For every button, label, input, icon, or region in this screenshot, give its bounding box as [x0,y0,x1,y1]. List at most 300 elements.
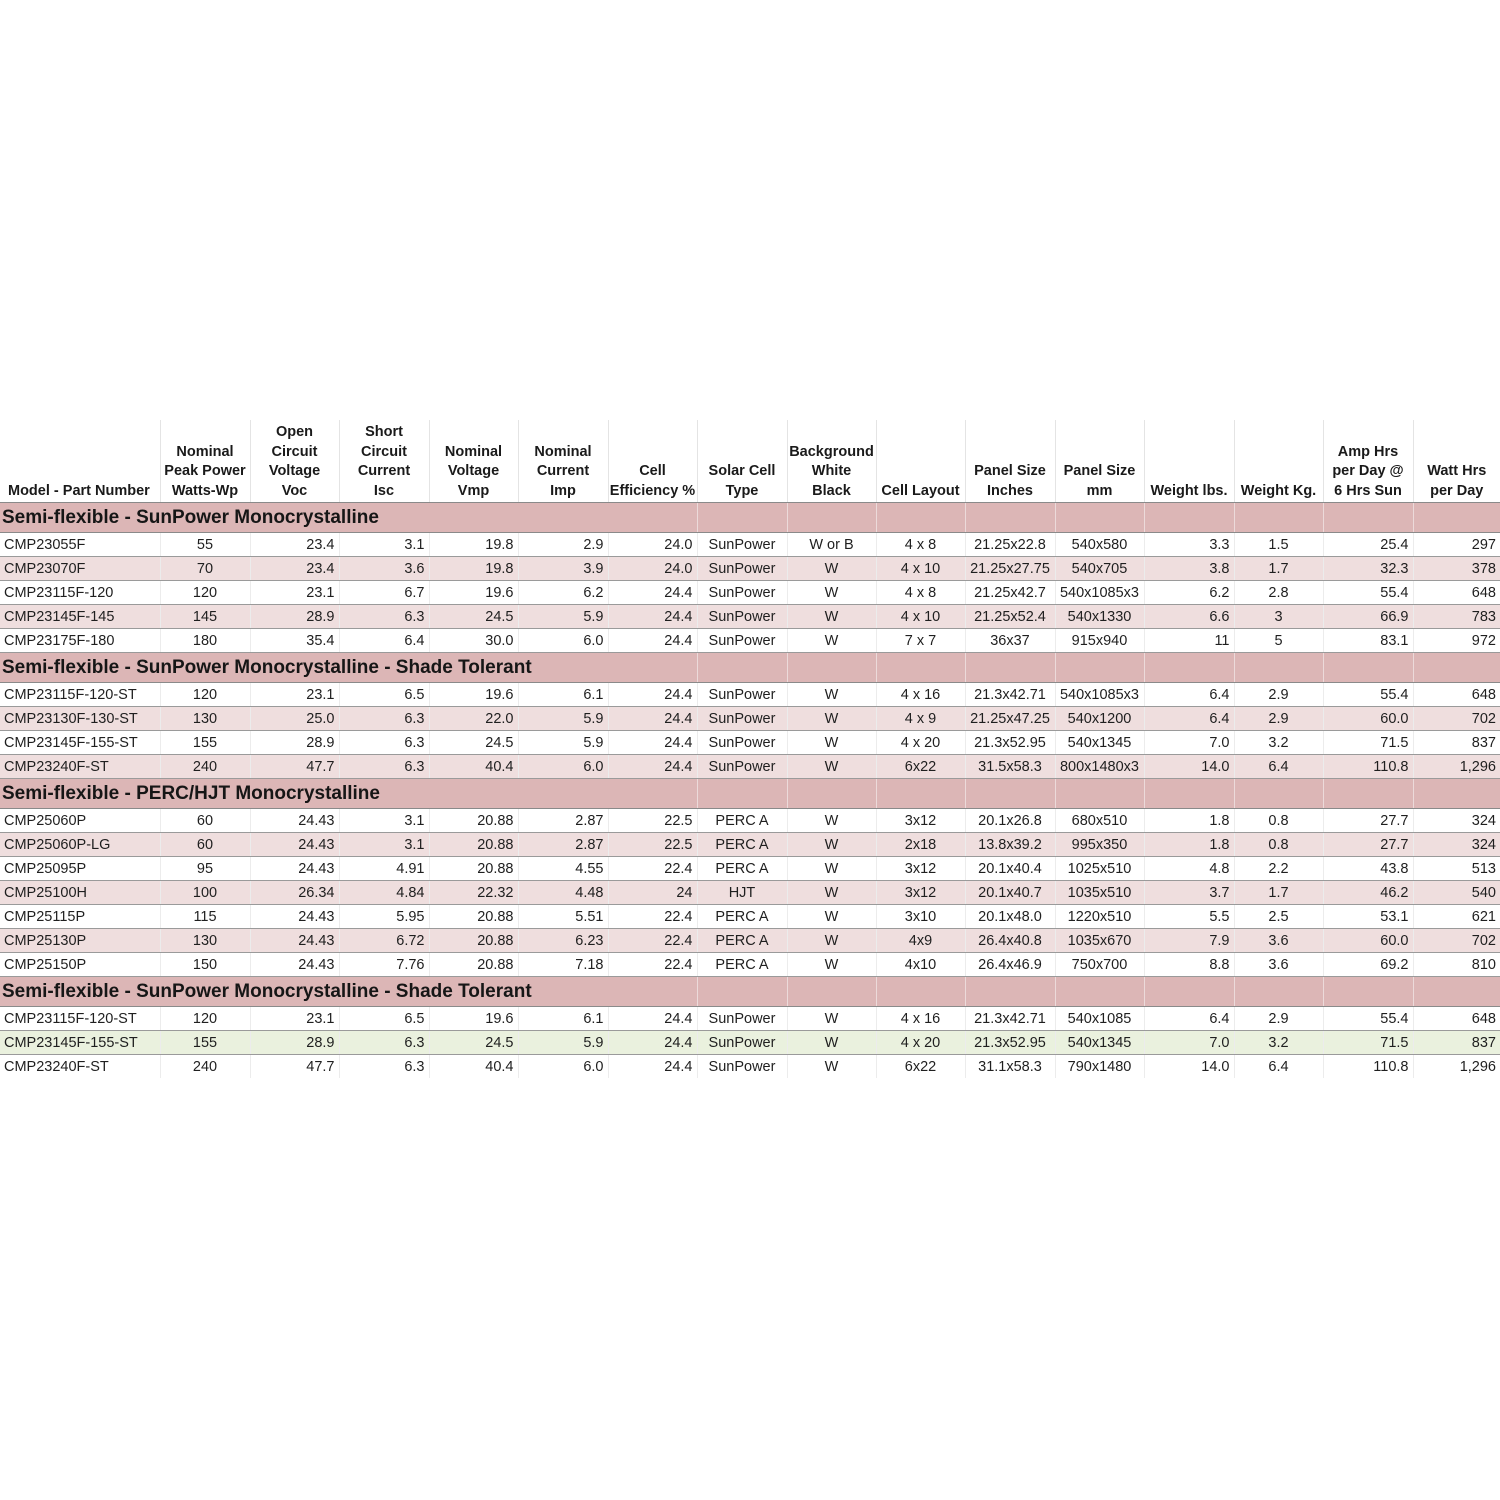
cell-vmp[interactable]: 40.4 [429,1055,518,1079]
cell-watt-hrs[interactable]: 837 [1413,1031,1500,1055]
cell-amp-hrs[interactable]: 55.4 [1323,581,1413,605]
cell-efficiency[interactable]: 24.4 [608,731,697,755]
cell-amp-hrs[interactable]: 55.4 [1323,1007,1413,1031]
cell-size-mm[interactable]: 540x1345 [1055,1031,1144,1055]
cell-model[interactable]: CMP25060P [0,809,160,833]
cell-model[interactable]: CMP23115F-120-ST [0,1007,160,1031]
cell-isc[interactable]: 6.4 [339,629,429,653]
cell-size-mm[interactable]: 540x1085 [1055,1007,1144,1031]
cell-vmp[interactable]: 30.0 [429,629,518,653]
section-band-cell[interactable] [608,977,697,1007]
cell-background[interactable]: W [787,605,876,629]
cell-cell-type[interactable]: SunPower [697,629,787,653]
section-band-cell[interactable] [608,779,697,809]
cell-imp[interactable]: 2.9 [518,533,608,557]
cell-watt-hrs[interactable]: 378 [1413,557,1500,581]
cell-cell-layout[interactable]: 3x12 [876,857,965,881]
cell-efficiency[interactable]: 22.4 [608,905,697,929]
cell-weight-lbs[interactable]: 4.8 [1144,857,1234,881]
cell-weight-kg[interactable]: 5 [1234,629,1323,653]
cell-background[interactable]: W [787,857,876,881]
cell-imp[interactable]: 5.9 [518,707,608,731]
cell-weight-kg[interactable]: 2.9 [1234,1007,1323,1031]
cell-amp-hrs[interactable]: 32.3 [1323,557,1413,581]
cell-amp-hrs[interactable]: 43.8 [1323,857,1413,881]
cell-amp-hrs[interactable]: 69.2 [1323,953,1413,977]
cell-weight-kg[interactable]: 1.7 [1234,881,1323,905]
cell-model[interactable]: CMP23145F-145 [0,605,160,629]
cell-voc[interactable]: 24.43 [250,953,339,977]
section-band-cell[interactable] [1413,779,1500,809]
column-header-cell-layout[interactable]: Cell Layout [876,420,965,503]
cell-cell-type[interactable]: PERC A [697,905,787,929]
cell-amp-hrs[interactable]: 27.7 [1323,833,1413,857]
section-title[interactable]: Semi-flexible - SunPower Monocrystalline - Shade Tolerant [0,653,608,683]
cell-background[interactable]: W [787,1007,876,1031]
cell-weight-kg[interactable]: 2.8 [1234,581,1323,605]
cell-imp[interactable]: 6.2 [518,581,608,605]
cell-vmp[interactable]: 20.88 [429,953,518,977]
cell-imp[interactable]: 6.23 [518,929,608,953]
column-header-imp[interactable]: Nominal Current Imp [518,420,608,503]
cell-size-mm[interactable]: 540x1085x3 [1055,581,1144,605]
cell-peak-power[interactable]: 155 [160,731,250,755]
cell-background[interactable]: W [787,707,876,731]
cell-weight-lbs[interactable]: 14.0 [1144,1055,1234,1079]
cell-voc[interactable]: 47.7 [250,755,339,779]
cell-size-mm[interactable]: 540x1085x3 [1055,683,1144,707]
column-header-size-mm[interactable]: Panel Size mm [1055,420,1144,503]
cell-efficiency[interactable]: 24.4 [608,707,697,731]
cell-peak-power[interactable]: 240 [160,1055,250,1079]
cell-cell-type[interactable]: PERC A [697,833,787,857]
cell-size-inches[interactable]: 21.25x22.8 [965,533,1055,557]
cell-background[interactable]: W [787,683,876,707]
cell-amp-hrs[interactable]: 66.9 [1323,605,1413,629]
cell-size-mm[interactable]: 995x350 [1055,833,1144,857]
cell-weight-lbs[interactable]: 6.2 [1144,581,1234,605]
cell-size-mm[interactable]: 750x700 [1055,953,1144,977]
section-band-cell[interactable] [965,977,1055,1007]
cell-amp-hrs[interactable]: 27.7 [1323,809,1413,833]
cell-cell-layout[interactable]: 3x10 [876,905,965,929]
cell-imp[interactable]: 5.9 [518,1031,608,1055]
cell-voc[interactable]: 47.7 [250,1055,339,1079]
cell-size-inches[interactable]: 31.1x58.3 [965,1055,1055,1079]
cell-model[interactable]: CMP23175F-180 [0,629,160,653]
cell-imp[interactable]: 5.9 [518,731,608,755]
cell-weight-lbs[interactable]: 3.3 [1144,533,1234,557]
cell-amp-hrs[interactable]: 71.5 [1323,731,1413,755]
cell-vmp[interactable]: 20.88 [429,857,518,881]
cell-size-inches[interactable]: 20.1x40.4 [965,857,1055,881]
section-band-cell[interactable] [1055,977,1144,1007]
cell-weight-kg[interactable]: 0.8 [1234,833,1323,857]
cell-amp-hrs[interactable]: 83.1 [1323,629,1413,653]
cell-cell-type[interactable]: SunPower [697,731,787,755]
cell-size-inches[interactable]: 21.25x42.7 [965,581,1055,605]
cell-isc[interactable]: 3.1 [339,833,429,857]
section-band-cell[interactable] [1234,977,1323,1007]
section-band-cell[interactable] [1323,779,1413,809]
cell-efficiency[interactable]: 24.4 [608,1031,697,1055]
cell-amp-hrs[interactable]: 110.8 [1323,1055,1413,1079]
cell-cell-type[interactable]: PERC A [697,857,787,881]
cell-cell-type[interactable]: PERC A [697,929,787,953]
cell-model[interactable]: CMP25095P [0,857,160,881]
cell-vmp[interactable]: 19.6 [429,581,518,605]
cell-size-mm[interactable]: 540x580 [1055,533,1144,557]
cell-isc[interactable]: 6.72 [339,929,429,953]
cell-isc[interactable]: 3.1 [339,809,429,833]
cell-vmp[interactable]: 19.8 [429,533,518,557]
cell-isc[interactable]: 6.3 [339,605,429,629]
cell-imp[interactable]: 2.87 [518,833,608,857]
cell-weight-kg[interactable]: 1.5 [1234,533,1323,557]
cell-watt-hrs[interactable]: 1,296 [1413,1055,1500,1079]
cell-amp-hrs[interactable]: 60.0 [1323,929,1413,953]
cell-background[interactable]: W [787,833,876,857]
cell-weight-lbs[interactable]: 1.8 [1144,809,1234,833]
cell-size-mm[interactable]: 540x1330 [1055,605,1144,629]
cell-watt-hrs[interactable]: 810 [1413,953,1500,977]
cell-voc[interactable]: 24.43 [250,929,339,953]
cell-size-inches[interactable]: 21.3x52.95 [965,1031,1055,1055]
section-band-cell[interactable] [608,653,697,683]
section-band-cell[interactable] [876,653,965,683]
cell-size-inches[interactable]: 21.25x47.25 [965,707,1055,731]
cell-watt-hrs[interactable]: 324 [1413,809,1500,833]
cell-weight-lbs[interactable]: 6.6 [1144,605,1234,629]
cell-peak-power[interactable]: 120 [160,1007,250,1031]
section-band-cell[interactable] [697,503,787,533]
cell-imp[interactable]: 2.87 [518,809,608,833]
section-band-cell[interactable] [1413,503,1500,533]
cell-vmp[interactable]: 40.4 [429,755,518,779]
section-band-cell[interactable] [787,779,876,809]
cell-size-inches[interactable]: 20.1x40.7 [965,881,1055,905]
cell-weight-lbs[interactable]: 5.5 [1144,905,1234,929]
section-band-cell[interactable] [1144,977,1234,1007]
cell-voc[interactable]: 23.1 [250,1007,339,1031]
cell-voc[interactable]: 23.4 [250,557,339,581]
cell-size-inches[interactable]: 21.25x27.75 [965,557,1055,581]
cell-cell-layout[interactable]: 4 x 20 [876,1031,965,1055]
cell-peak-power[interactable]: 150 [160,953,250,977]
cell-weight-kg[interactable]: 2.5 [1234,905,1323,929]
cell-cell-type[interactable]: SunPower [697,581,787,605]
cell-cell-type[interactable]: SunPower [697,707,787,731]
cell-imp[interactable]: 6.1 [518,1007,608,1031]
cell-weight-kg[interactable]: 1.7 [1234,557,1323,581]
cell-cell-layout[interactable]: 3x12 [876,809,965,833]
cell-isc[interactable]: 6.3 [339,755,429,779]
cell-weight-lbs[interactable]: 7.0 [1144,731,1234,755]
section-title[interactable]: Semi-flexible - PERC/HJT Monocrystalline [0,779,608,809]
column-header-cell-type[interactable]: Solar Cell Type [697,420,787,503]
cell-cell-type[interactable]: SunPower [697,605,787,629]
cell-voc[interactable]: 23.4 [250,533,339,557]
cell-weight-kg[interactable]: 0.8 [1234,809,1323,833]
cell-efficiency[interactable]: 24.4 [608,581,697,605]
cell-imp[interactable]: 5.9 [518,605,608,629]
cell-cell-layout[interactable]: 4 x 10 [876,557,965,581]
cell-isc[interactable]: 6.5 [339,683,429,707]
cell-isc[interactable]: 4.91 [339,857,429,881]
cell-size-inches[interactable]: 20.1x26.8 [965,809,1055,833]
cell-model[interactable]: CMP23070F [0,557,160,581]
cell-background[interactable]: W [787,581,876,605]
cell-amp-hrs[interactable]: 53.1 [1323,905,1413,929]
cell-watt-hrs[interactable]: 972 [1413,629,1500,653]
cell-cell-layout[interactable]: 2x18 [876,833,965,857]
cell-voc[interactable]: 23.1 [250,683,339,707]
cell-model[interactable]: CMP25115P [0,905,160,929]
cell-vmp[interactable]: 20.88 [429,929,518,953]
cell-voc[interactable]: 35.4 [250,629,339,653]
cell-background[interactable]: W or B [787,533,876,557]
cell-efficiency[interactable]: 22.4 [608,929,697,953]
cell-weight-kg[interactable]: 2.9 [1234,707,1323,731]
cell-isc[interactable]: 6.3 [339,731,429,755]
cell-watt-hrs[interactable]: 540 [1413,881,1500,905]
section-band-cell[interactable] [697,977,787,1007]
cell-cell-type[interactable]: SunPower [697,1055,787,1079]
section-band-cell[interactable] [965,779,1055,809]
cell-peak-power[interactable]: 145 [160,605,250,629]
cell-efficiency[interactable]: 24.4 [608,629,697,653]
cell-background[interactable]: W [787,929,876,953]
cell-background[interactable]: W [787,1055,876,1079]
column-header-size-inches[interactable]: Panel Size Inches [965,420,1055,503]
section-band-cell[interactable] [787,977,876,1007]
cell-efficiency[interactable]: 22.4 [608,857,697,881]
cell-background[interactable]: W [787,1031,876,1055]
cell-imp[interactable]: 3.9 [518,557,608,581]
cell-watt-hrs[interactable]: 648 [1413,581,1500,605]
section-band-cell[interactable] [876,779,965,809]
cell-cell-type[interactable]: SunPower [697,557,787,581]
cell-isc[interactable]: 6.3 [339,1055,429,1079]
cell-peak-power[interactable]: 120 [160,581,250,605]
cell-efficiency[interactable]: 24.0 [608,533,697,557]
cell-imp[interactable]: 4.55 [518,857,608,881]
cell-isc[interactable]: 3.1 [339,533,429,557]
column-header-amp-hrs[interactable]: Amp Hrs per Day @ 6 Hrs Sun [1323,420,1413,503]
cell-voc[interactable]: 23.1 [250,581,339,605]
section-band-cell[interactable] [965,503,1055,533]
cell-size-inches[interactable]: 21.3x52.95 [965,731,1055,755]
cell-vmp[interactable]: 20.88 [429,809,518,833]
section-title[interactable]: Semi-flexible - SunPower Monocrystalline - Shade Tolerant [0,977,608,1007]
cell-size-inches[interactable]: 31.5x58.3 [965,755,1055,779]
cell-background[interactable]: W [787,755,876,779]
cell-model[interactable]: CMP25130P [0,929,160,953]
cell-watt-hrs[interactable]: 648 [1413,683,1500,707]
section-band-cell[interactable] [1234,503,1323,533]
cell-amp-hrs[interactable]: 25.4 [1323,533,1413,557]
cell-weight-kg[interactable]: 3.2 [1234,731,1323,755]
cell-amp-hrs[interactable]: 71.5 [1323,1031,1413,1055]
cell-vmp[interactable]: 19.6 [429,683,518,707]
cell-weight-lbs[interactable]: 14.0 [1144,755,1234,779]
cell-weight-kg[interactable]: 3 [1234,605,1323,629]
cell-efficiency[interactable]: 24 [608,881,697,905]
cell-weight-kg[interactable]: 2.2 [1234,857,1323,881]
cell-weight-kg[interactable]: 3.2 [1234,1031,1323,1055]
cell-model[interactable]: CMP25060P-LG [0,833,160,857]
cell-efficiency[interactable]: 22.4 [608,953,697,977]
cell-model[interactable]: CMP23115F-120-ST [0,683,160,707]
cell-imp[interactable]: 4.48 [518,881,608,905]
cell-isc[interactable]: 3.6 [339,557,429,581]
cell-weight-lbs[interactable]: 6.4 [1144,1007,1234,1031]
cell-vmp[interactable]: 22.32 [429,881,518,905]
cell-weight-kg[interactable]: 6.4 [1234,1055,1323,1079]
section-title[interactable]: Semi-flexible - SunPower Monocrystalline [0,503,608,533]
cell-cell-layout[interactable]: 4 x 8 [876,581,965,605]
cell-weight-lbs[interactable]: 3.8 [1144,557,1234,581]
cell-vmp[interactable]: 22.0 [429,707,518,731]
cell-peak-power[interactable]: 180 [160,629,250,653]
section-band-cell[interactable] [1323,503,1413,533]
cell-isc[interactable]: 4.84 [339,881,429,905]
section-band-cell[interactable] [1055,503,1144,533]
cell-peak-power[interactable]: 100 [160,881,250,905]
cell-watt-hrs[interactable]: 513 [1413,857,1500,881]
section-band-cell[interactable] [697,653,787,683]
cell-weight-lbs[interactable]: 7.0 [1144,1031,1234,1055]
cell-imp[interactable]: 7.18 [518,953,608,977]
section-band-cell[interactable] [1413,653,1500,683]
column-header-background[interactable]: Background White Black [787,420,876,503]
cell-vmp[interactable]: 24.5 [429,731,518,755]
cell-vmp[interactable]: 20.88 [429,833,518,857]
cell-model[interactable]: CMP23240F-ST [0,755,160,779]
cell-amp-hrs[interactable]: 110.8 [1323,755,1413,779]
cell-model[interactable]: CMP23130F-130-ST [0,707,160,731]
cell-size-mm[interactable]: 790x1480 [1055,1055,1144,1079]
cell-peak-power[interactable]: 240 [160,755,250,779]
cell-size-inches[interactable]: 36x37 [965,629,1055,653]
cell-size-inches[interactable]: 21.3x42.71 [965,683,1055,707]
cell-vmp[interactable]: 19.8 [429,557,518,581]
section-band-cell[interactable] [608,503,697,533]
cell-amp-hrs[interactable]: 46.2 [1323,881,1413,905]
cell-peak-power[interactable]: 60 [160,833,250,857]
cell-cell-type[interactable]: PERC A [697,809,787,833]
cell-size-mm[interactable]: 1035x510 [1055,881,1144,905]
cell-size-mm[interactable]: 540x1200 [1055,707,1144,731]
cell-size-mm[interactable]: 540x705 [1055,557,1144,581]
cell-isc[interactable]: 6.5 [339,1007,429,1031]
cell-voc[interactable]: 25.0 [250,707,339,731]
section-band-cell[interactable] [1323,653,1413,683]
cell-model[interactable]: CMP23240F-ST [0,1055,160,1079]
cell-imp[interactable]: 6.1 [518,683,608,707]
cell-background[interactable]: W [787,809,876,833]
cell-voc[interactable]: 24.43 [250,905,339,929]
cell-efficiency[interactable]: 24.4 [608,605,697,629]
cell-peak-power[interactable]: 155 [160,1031,250,1055]
cell-size-mm[interactable]: 1035x670 [1055,929,1144,953]
cell-vmp[interactable]: 20.88 [429,905,518,929]
column-header-efficiency[interactable]: Cell Efficiency % [608,420,697,503]
column-header-model[interactable]: Model - Part Number [0,420,160,503]
section-band-cell[interactable] [1055,653,1144,683]
cell-background[interactable]: W [787,905,876,929]
cell-weight-kg[interactable]: 3.6 [1234,953,1323,977]
cell-cell-layout[interactable]: 7 x 7 [876,629,965,653]
cell-voc[interactable]: 26.34 [250,881,339,905]
cell-cell-layout[interactable]: 4 x 20 [876,731,965,755]
cell-peak-power[interactable]: 55 [160,533,250,557]
cell-weight-lbs[interactable]: 6.4 [1144,683,1234,707]
cell-voc[interactable]: 24.43 [250,857,339,881]
cell-watt-hrs[interactable]: 324 [1413,833,1500,857]
cell-peak-power[interactable]: 120 [160,683,250,707]
cell-size-inches[interactable]: 13.8x39.2 [965,833,1055,857]
column-header-isc[interactable]: Short Circuit Current Isc [339,420,429,503]
column-header-voc[interactable]: Open Circuit Voltage Voc [250,420,339,503]
cell-size-inches[interactable]: 26.4x46.9 [965,953,1055,977]
column-header-watt-hrs[interactable]: Watt Hrs per Day [1413,420,1500,503]
section-band-cell[interactable] [1144,779,1234,809]
cell-background[interactable]: W [787,881,876,905]
cell-cell-type[interactable]: PERC A [697,953,787,977]
cell-weight-kg[interactable]: 2.9 [1234,683,1323,707]
cell-weight-lbs[interactable]: 7.9 [1144,929,1234,953]
cell-cell-layout[interactable]: 4 x 16 [876,1007,965,1031]
cell-cell-layout[interactable]: 6x22 [876,755,965,779]
cell-cell-layout[interactable]: 4 x 9 [876,707,965,731]
cell-size-mm[interactable]: 680x510 [1055,809,1144,833]
cell-vmp[interactable]: 24.5 [429,1031,518,1055]
section-band-cell[interactable] [876,977,965,1007]
cell-vmp[interactable]: 24.5 [429,605,518,629]
cell-imp[interactable]: 6.0 [518,755,608,779]
cell-peak-power[interactable]: 130 [160,707,250,731]
cell-background[interactable]: W [787,953,876,977]
section-band-cell[interactable] [965,653,1055,683]
cell-imp[interactable]: 6.0 [518,629,608,653]
cell-cell-type[interactable]: SunPower [697,533,787,557]
cell-size-inches[interactable]: 21.3x42.71 [965,1007,1055,1031]
section-band-cell[interactable] [1144,503,1234,533]
section-band-cell[interactable] [1234,779,1323,809]
cell-model[interactable]: CMP23145F-155-ST [0,731,160,755]
cell-peak-power[interactable]: 70 [160,557,250,581]
cell-voc[interactable]: 24.43 [250,809,339,833]
cell-cell-type[interactable]: SunPower [697,1007,787,1031]
cell-size-inches[interactable]: 21.25x52.4 [965,605,1055,629]
cell-isc[interactable]: 6.3 [339,1031,429,1055]
cell-cell-layout[interactable]: 3x12 [876,881,965,905]
column-header-peak-power[interactable]: Nominal Peak Power Watts-Wp [160,420,250,503]
cell-weight-lbs[interactable]: 6.4 [1144,707,1234,731]
cell-cell-type[interactable]: SunPower [697,1031,787,1055]
cell-efficiency[interactable]: 22.5 [608,833,697,857]
cell-size-mm[interactable]: 1025x510 [1055,857,1144,881]
cell-size-inches[interactable]: 20.1x48.0 [965,905,1055,929]
section-band-cell[interactable] [876,503,965,533]
cell-watt-hrs[interactable]: 783 [1413,605,1500,629]
cell-watt-hrs[interactable]: 648 [1413,1007,1500,1031]
cell-watt-hrs[interactable]: 702 [1413,707,1500,731]
cell-efficiency[interactable]: 24.0 [608,557,697,581]
cell-cell-layout[interactable]: 4x9 [876,929,965,953]
cell-model[interactable]: CMP25100H [0,881,160,905]
